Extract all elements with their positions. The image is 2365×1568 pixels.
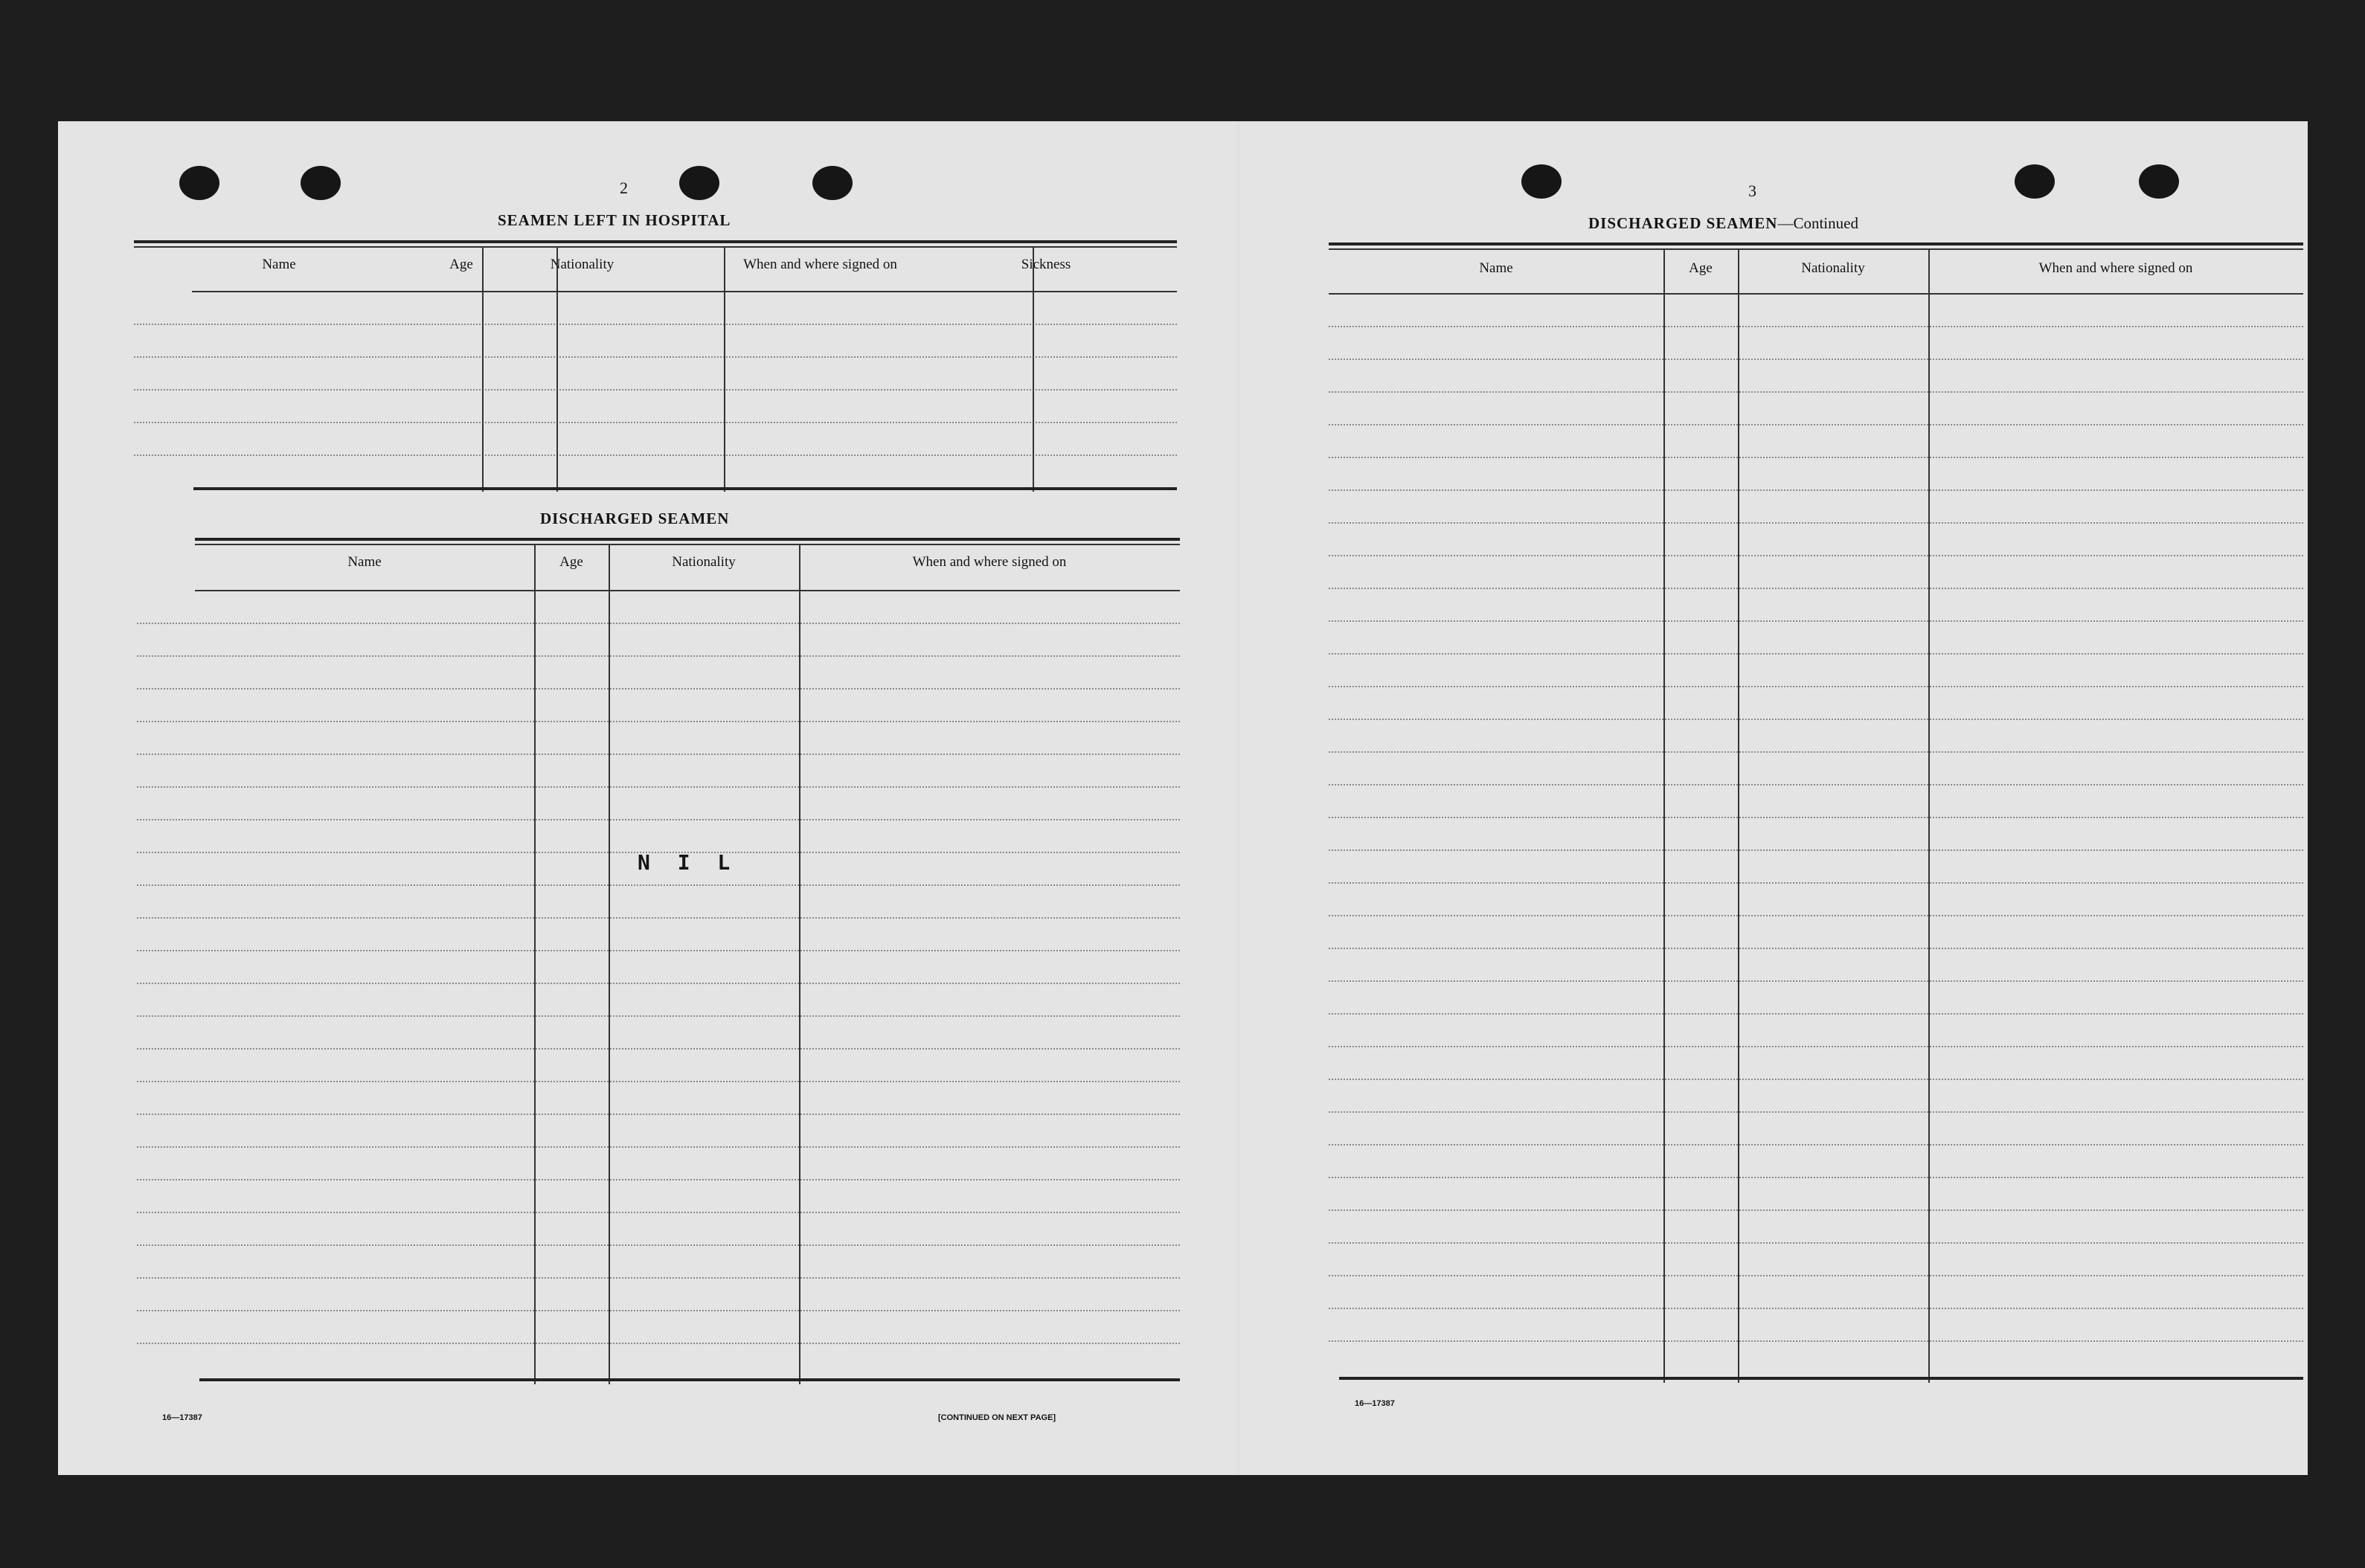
discharged-continued-table xyxy=(1329,242,2303,1388)
ruled-line xyxy=(137,1244,1180,1246)
ruled-line xyxy=(137,1048,1180,1050)
ruled-line xyxy=(1329,359,2303,360)
right-page xyxy=(1239,121,2308,1475)
form-number: 16—17387 xyxy=(162,1413,202,1422)
ruled-line xyxy=(1329,653,2303,655)
ruled-line xyxy=(1329,1308,2303,1309)
discharged-continued-title xyxy=(1588,214,1858,233)
document-sheet xyxy=(58,121,2308,1475)
ruled-line xyxy=(1329,1209,2303,1211)
col-header-name: Name xyxy=(347,554,382,570)
ruled-line xyxy=(1329,522,2303,524)
ruled-line xyxy=(1329,1046,2303,1047)
ruled-line xyxy=(1329,1177,2303,1178)
col-header-age: Age xyxy=(1689,260,1713,276)
col-header-sickness: Sickness xyxy=(1021,257,1071,272)
ruled-line xyxy=(137,688,1180,690)
ruled-line xyxy=(1329,882,2303,884)
ruled-line xyxy=(137,917,1180,919)
ruled-line xyxy=(137,1146,1180,1148)
col-header-nationality: Nationality xyxy=(1801,260,1865,276)
ruled-line xyxy=(137,754,1180,755)
ruled-line xyxy=(137,786,1180,788)
ruled-line xyxy=(1329,326,2303,327)
ruled-line xyxy=(1329,980,2303,982)
ruled-line xyxy=(137,1081,1180,1082)
nil-entry: N I L xyxy=(638,850,738,875)
ruled-line xyxy=(1329,588,2303,589)
ruled-line xyxy=(1329,489,2303,491)
title-suffix: —Continued xyxy=(1777,214,1858,232)
continued-note: [CONTINUED ON NEXT PAGE] xyxy=(938,1413,1056,1422)
ruled-line xyxy=(137,884,1180,886)
page-number: 3 xyxy=(1748,181,1756,200)
form-number: 16—17387 xyxy=(1355,1399,1395,1408)
ruled-line xyxy=(137,1277,1180,1279)
col-header-name: Name xyxy=(262,257,296,272)
ruled-line xyxy=(1329,1144,2303,1146)
ruled-line xyxy=(137,1015,1180,1017)
col-header-nationality: Nationality xyxy=(672,554,736,570)
ruled-line xyxy=(1329,915,2303,916)
ruled-line xyxy=(137,655,1180,657)
ruled-line xyxy=(1329,849,2303,851)
col-header-age: Age xyxy=(559,554,583,570)
ruled-line xyxy=(137,623,1180,624)
ruled-line xyxy=(1329,391,2303,393)
title-main: DISCHARGED SEAMEN xyxy=(1588,214,1778,232)
col-header-signed-on: When and where signed on xyxy=(2038,260,2193,276)
ruled-line xyxy=(137,1179,1180,1180)
ruled-line xyxy=(1329,817,2303,818)
ruled-line xyxy=(137,819,1180,820)
ruled-line xyxy=(1329,1013,2303,1015)
ruled-line xyxy=(1329,686,2303,687)
col-header-name: Name xyxy=(1479,260,1513,276)
ruled-line xyxy=(137,1114,1180,1115)
hospital-title: SEAMEN LEFT IN HOSPITAL xyxy=(498,211,731,229)
page-number: 2 xyxy=(620,179,628,197)
ruled-line xyxy=(1329,1275,2303,1276)
ruled-line xyxy=(137,1310,1180,1311)
ruled-line xyxy=(137,1212,1180,1213)
discharged-table xyxy=(137,538,1180,1527)
ruled-line xyxy=(1329,719,2303,720)
col-header-age: Age xyxy=(449,257,473,272)
ruled-line xyxy=(1329,620,2303,622)
col-header-signed-on: When and where signed on xyxy=(743,257,897,272)
ruled-line xyxy=(1329,751,2303,753)
ruled-line xyxy=(1329,1340,2303,1342)
ruled-line xyxy=(1329,424,2303,425)
col-header-signed-on: When and where signed on xyxy=(912,554,1067,570)
discharged-title: DISCHARGED SEAMEN xyxy=(540,510,730,527)
col-header-nationality: Nationality xyxy=(550,257,614,272)
ruled-line xyxy=(137,721,1180,722)
ruled-line xyxy=(1329,457,2303,458)
ruled-line xyxy=(1329,1079,2303,1080)
ruled-line xyxy=(137,1343,1180,1344)
ruled-line xyxy=(1329,1111,2303,1113)
ruled-line xyxy=(137,950,1180,951)
left-page xyxy=(58,121,1236,1475)
ruled-line xyxy=(1329,784,2303,785)
ruled-line xyxy=(1329,948,2303,949)
ruled-line xyxy=(1329,1242,2303,1244)
ruled-line xyxy=(137,983,1180,984)
ruled-line xyxy=(1329,555,2303,556)
